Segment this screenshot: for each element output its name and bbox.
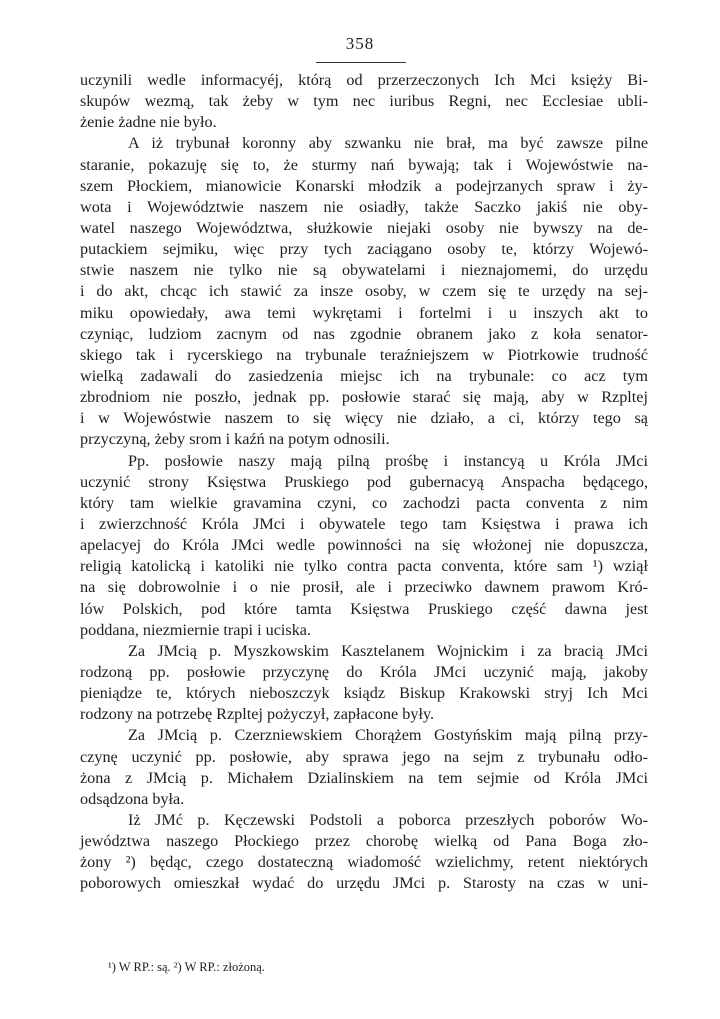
text-line: na się dobrowolnie i o nie prosił, ale i przeciwko dawnem prawom Kró- (80, 578, 648, 597)
text-line: wota i Województwie naszem nie osiadły, także Saczko jakiś nie oby- (80, 197, 648, 216)
text-line: żona z JMcią p. Michałem Dzialinskiem na tem sejmie od Króla JMci (80, 768, 648, 787)
text-line: przyczyną, żeby srom i kaźń na potym odnosili. (80, 430, 390, 449)
text-line: skupów wezmą, tak żeby w tym nec iuribus Regni, nec Ecclesiae ubli- (80, 92, 648, 111)
text-line: poborowych omieszkał wydać do urzędu JMci p. Starosty na czas w uni- (80, 874, 648, 893)
text-line: pieniądze te, których nieboszczyk ksiądz Biskup Krakowski stryj Ich Mci (80, 684, 648, 703)
text-line: odsądzona była. (80, 789, 185, 808)
text-line: stwie naszem nie tylko nie są obywatelami i nieznajomemi, do urzędu (80, 261, 648, 280)
text-line: Iż JMć p. Kęczewski Podstoli a poborca przeszłych poborów Wo- (128, 810, 648, 829)
text-line: zbrodniom nie poszło, jednak pp. posłowie starać się mają, aby w Rzpltej (80, 388, 648, 407)
text-line: miku opowiedały, awa temi wykrętami i fortelmi i u inszych akt to (80, 303, 648, 322)
page-number: 358 (345, 34, 375, 53)
text-line: poddana, niezmiernie trapi i uciska. (80, 620, 312, 639)
text-line: jewództwa naszego Płockiego przez chorobę wielką od Pana Boga zło- (80, 832, 648, 851)
text-line: który tam wielkie gravamina czyni, co zachodzi pacta conventa z nim (80, 493, 648, 512)
text-line: lów Polskich, pod które tamta Księstwa Pruskiego część dawna jest (80, 599, 648, 618)
text-line: rodzony na potrzebę Rzpltej pożyczył, zapłacone były. (80, 705, 435, 724)
text-line: żony ²) będąc, czego dostateczną wiadomość wzielichmy, retent niektórych (80, 853, 648, 872)
text-line: i do akt, chcąc ich stawić za insze osoby, w czem się te urzędy na sej- (80, 282, 648, 301)
text-line: religią katolicką i katoliki nie tylko contra pacta conventa, które sam ¹) wziął (80, 557, 648, 576)
text-line: apelacyej do Króla JMci wedle powinności na się włożonej nie dopuszcza, (80, 536, 648, 555)
header-rule (316, 62, 406, 63)
text-line: A iż trybunał koronny aby szwanku nie brał, ma być zawsze pilne (128, 134, 648, 153)
body-text (80, 70, 648, 894)
text-line: skiego tak i rycerskiego na trybunale teraźniejszem w Piotrkowie trudność (80, 345, 648, 364)
text-line: uczynić strony Księstwa Pruskiego pod gubernacyą Anspacha będącego, (80, 472, 648, 491)
text-line: Za JMcią p. Myszkowskim Kasztelanem Wojnickim i za bracią JMci (128, 641, 648, 660)
text-line: uczynili wedle informacyéj, którą od przerzeczonych Ich Mci księży Bi- (80, 71, 648, 89)
text-line: czyniąc, ludziom zacnym od nas zgodnie obranem jako z koła senator- (80, 324, 648, 343)
text-line: szem Płockiem, mianowicie Konarski młodzik a podejrzanych spraw i ży- (80, 176, 648, 195)
text-line: rodzoną pp. posłowie przyczynę do Króla JMci uczynić mają, jakoby (80, 662, 648, 681)
text-line: i w Wojewóstwie naszem to się więcy nie działo, a ci, którzy tego są (80, 409, 648, 428)
text-line: Pp. posłowie naszy mają pilną prośbę i instancyą u Króla JMci (128, 451, 648, 470)
text-line: czynę uczynić pp. posłowie, aby sprawa jego na sejm z trybunału odło- (80, 747, 648, 766)
text-line: putackiem sejmiku, więc przy tych zaciągano osoby te, którzy Wojewó- (80, 240, 648, 259)
text-line: staranie, pokazuję się to, że sturmy nań bywają; tak i Wojewóstwie na- (80, 155, 648, 174)
text-line: watel naszego Województwa, służkowie niejaki osoby nie bywszy na de- (80, 218, 648, 237)
text-line: żenie żadne nie było. (80, 113, 217, 132)
text-line: wielką zadawali do zasiedzenia miejsc ich na trybunale: co acz tym (80, 366, 648, 385)
text-line: i zwierzchność Króla JMci i obywatele tego tam Księstwa i prawa ich (80, 514, 648, 533)
footnotes: ¹) W RP.: są. ²) W RP.: złożoną. (108, 960, 265, 974)
text-line: Za JMcią p. Czerzniewskiem Chorążem Gostyńskim mają pilną przy- (128, 726, 648, 745)
